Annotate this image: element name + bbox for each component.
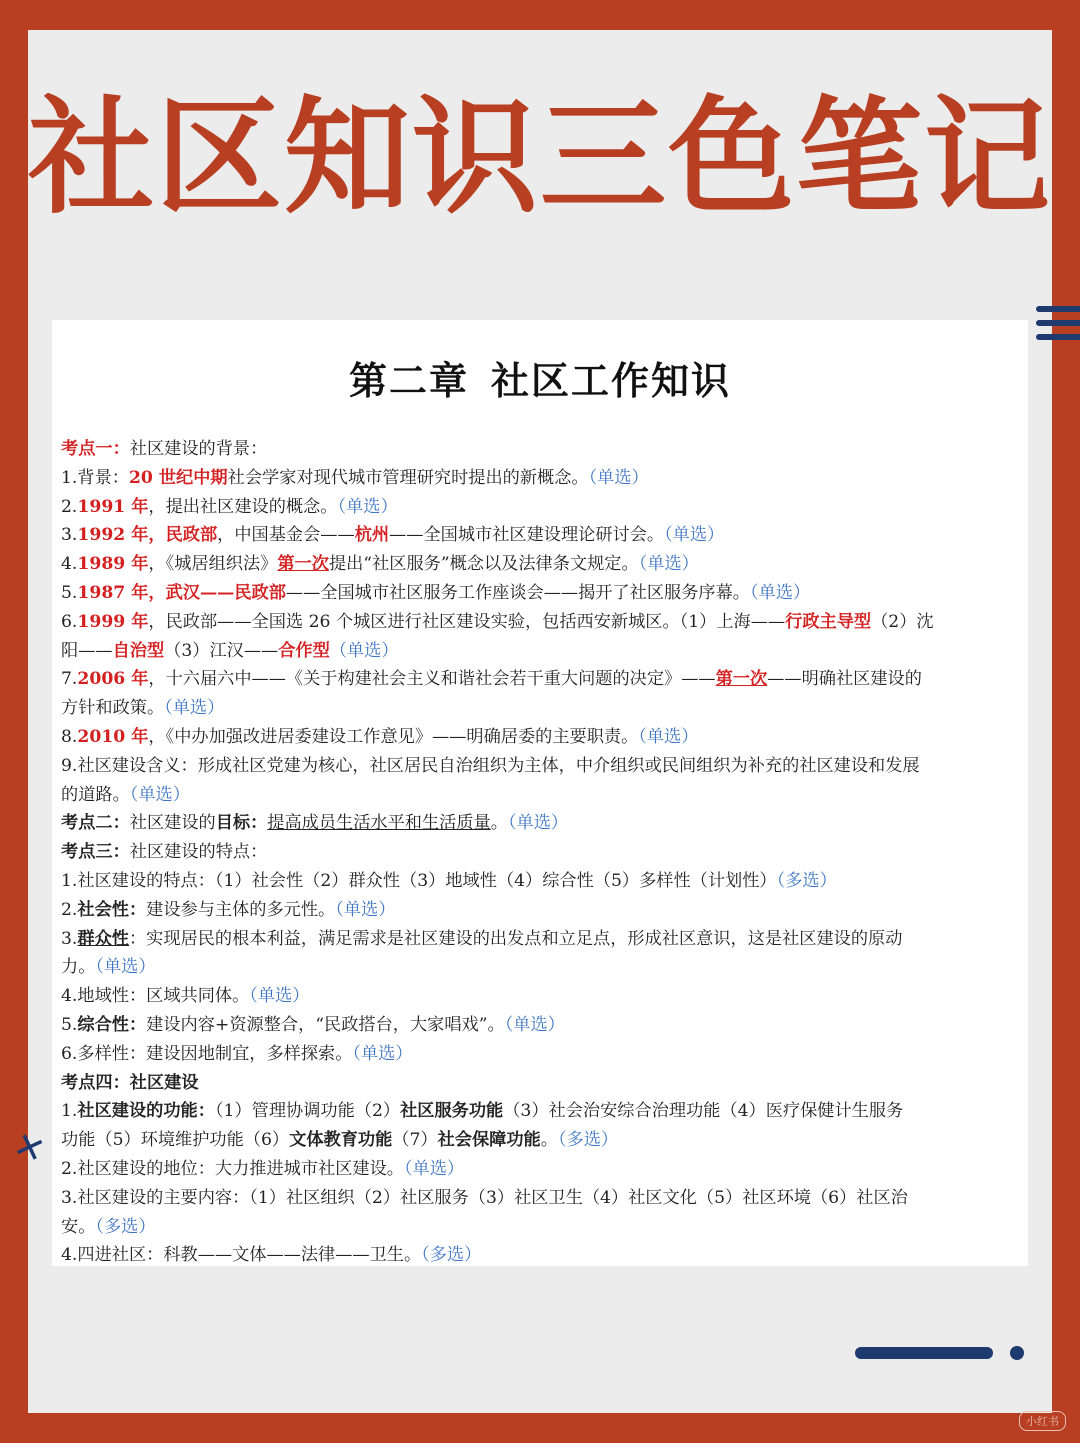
text: 安。 xyxy=(61,1216,96,1237)
question-type-tag: （单选） xyxy=(249,986,310,1007)
question-type-tag: （多选） xyxy=(557,1130,619,1151)
note-line xyxy=(52,665,1028,694)
bold-text: 目标： xyxy=(215,813,268,834)
text: 。 xyxy=(490,813,508,834)
text: 阳—— xyxy=(61,640,113,661)
highlight: 1992 年，民政部 xyxy=(77,525,218,546)
section-heading xyxy=(52,435,1028,464)
highlight-underlined: 第一次 xyxy=(715,669,768,690)
question-type-tag: （单选） xyxy=(638,726,699,747)
highlight: 杭州 xyxy=(354,525,390,546)
text: 3.社区建设的主要内容：（1）社区组织（2）社区服务（3）社区卫生（4）社区文化（5）社区环境（6）社区治 xyxy=(61,1187,908,1208)
text: （1）管理协调功能（2） xyxy=(214,1101,401,1122)
text: 5. xyxy=(61,582,78,603)
bold-text: 社区服务功能 xyxy=(400,1101,504,1122)
section-heading xyxy=(52,1069,1028,1098)
note-line xyxy=(52,1126,1028,1155)
text: ：实现居民的根本利益，满足需求是社区建设的出发点和立足点，形成社区意识，这是社区建设的原动 xyxy=(128,928,903,949)
note-line xyxy=(52,1011,1028,1040)
text: 6.多样性：建设因地制宜，多样探索。 xyxy=(61,1043,353,1064)
question-type-tag: （单选） xyxy=(588,467,649,488)
page-title: 社区知识三色笔记 xyxy=(28,84,1052,231)
note-line xyxy=(52,1184,1028,1213)
question-type-tag: （单选） xyxy=(95,957,156,978)
highlight: 1991 年 xyxy=(77,496,149,517)
note-line xyxy=(52,694,1028,723)
text: ，十六届六中——《关于构建社会主义和谐社会若干重大问题的决定》—— xyxy=(148,669,716,690)
text: ，中国基金会—— xyxy=(217,525,355,546)
question-type-tag: （单选） xyxy=(507,813,569,834)
text: 2. xyxy=(61,496,78,517)
text: 3. xyxy=(61,928,78,949)
menu-lines-icon xyxy=(1036,306,1080,348)
question-type-tag: （多选） xyxy=(95,1216,156,1237)
text: ，《中办加强改进居委建设工作意见》——明确居委的主要职责。 xyxy=(148,726,639,747)
note-line xyxy=(52,896,1028,925)
text: ，提出社区建设的概念。 xyxy=(148,496,338,517)
chapter-title xyxy=(52,350,1028,405)
question-type-tag: （单选） xyxy=(335,899,396,920)
text: 6. xyxy=(61,611,78,632)
bold-text: 综合性： xyxy=(77,1014,147,1035)
bold-text: 文体教育功能 xyxy=(289,1130,393,1151)
section-text: 社区建设的背景： xyxy=(129,439,268,459)
text: 4. xyxy=(61,554,78,575)
note-line xyxy=(52,1213,1028,1242)
note-line xyxy=(52,550,1028,579)
question-type-tag: （单选） xyxy=(664,525,725,546)
highlight: 2010 年 xyxy=(77,726,149,747)
section-label: 考点一： xyxy=(61,439,130,459)
highlight: 合作型 xyxy=(278,640,330,661)
text: 力。 xyxy=(61,957,96,978)
question-type-tag: （单选） xyxy=(329,640,399,661)
question-type-tag: （单选） xyxy=(129,784,190,805)
note-line xyxy=(52,1241,1028,1270)
note-line xyxy=(52,723,1028,752)
text: （3）江汉—— xyxy=(164,640,279,661)
underlined-text: 提高成员生活水平和生活质量 xyxy=(267,813,491,834)
text: ，民政部——全国选 26 个城区进行社区建设实验，包括西安新城区。（1）上海—— xyxy=(148,611,786,632)
note-line xyxy=(52,1040,1028,1069)
text: 功能（5）环境维护功能（6） xyxy=(61,1130,290,1151)
text: ——明确社区建设的 xyxy=(767,669,922,690)
section-text: 社区建设的特点： xyxy=(129,842,268,863)
note-line xyxy=(52,464,1028,493)
note-line xyxy=(52,867,1028,896)
note-line xyxy=(52,982,1028,1011)
watermark: 小红书 xyxy=(1019,1411,1066,1431)
note-line xyxy=(52,925,1028,954)
question-type-tag: （单选） xyxy=(504,1014,565,1035)
progress-bar-decoration xyxy=(855,1347,993,1359)
text: 1. xyxy=(61,1101,78,1122)
section-heading xyxy=(52,809,1028,838)
text: 1.背景： xyxy=(61,467,129,488)
bold-text: 社会性： xyxy=(77,899,147,920)
text: ，《城居组织法》 xyxy=(148,554,278,575)
dot-decoration xyxy=(1010,1346,1024,1360)
highlight: 自治型 xyxy=(112,640,165,661)
text: ——全国城市社区服务工作座谈会——揭开了社区服务序幕。 xyxy=(285,582,750,603)
note-line xyxy=(52,637,1028,666)
note-line xyxy=(52,608,1028,637)
chapter-name: 社区工作知识 xyxy=(491,358,732,403)
text: 1.社区建设的特点：（1）社会性（2）群众性（3）地域性（4）综合性（5）多样性（计划性） xyxy=(61,870,777,891)
question-type-tag: （单选） xyxy=(164,698,225,719)
text: 的道路。 xyxy=(61,784,130,805)
highlight: 1987 年，武汉——民政部 xyxy=(77,582,286,603)
note-line xyxy=(52,1155,1028,1184)
text: 5. xyxy=(61,1014,78,1035)
text: 建设参与主体的多元性。 xyxy=(146,899,336,920)
notes-card xyxy=(52,320,1028,1266)
text: 建设内容+资源整合，“民政搭台，大家唱戏”。 xyxy=(146,1014,505,1035)
text: 社区建设的 xyxy=(129,813,216,834)
highlight-underlined: 第一次 xyxy=(277,554,329,575)
text: （3）社会治安综合治理功能（4）医疗保健计生服务 xyxy=(503,1101,904,1122)
bold-underlined-text: 群众性 xyxy=(77,928,129,949)
note-line xyxy=(52,579,1028,608)
section-label: 考点四：社区建设 xyxy=(61,1072,199,1093)
chapter-number: 第二章 xyxy=(348,358,469,403)
text: （7） xyxy=(392,1130,438,1151)
question-type-tag: （单选） xyxy=(352,1043,413,1064)
highlight: 1989 年 xyxy=(77,554,149,575)
highlight: 2006 年 xyxy=(77,669,149,690)
note-line xyxy=(52,781,1028,810)
text: 8. xyxy=(61,726,78,747)
note-line xyxy=(52,752,1028,781)
question-type-tag: （单选） xyxy=(337,496,398,517)
text: 2.社区建设的地位：大力推进城市社区建设。 xyxy=(61,1158,404,1179)
text: 7. xyxy=(61,669,78,690)
highlight: 1999 年 xyxy=(77,611,149,632)
bold-text: 社区建设的功能： xyxy=(77,1101,215,1122)
text: 3. xyxy=(61,525,78,546)
text: 方针和政策。 xyxy=(61,698,165,719)
question-type-tag: （单选） xyxy=(750,582,811,603)
text: 2. xyxy=(61,899,78,920)
section-label: 考点二： xyxy=(61,813,130,834)
star-icon: ✕ xyxy=(7,1124,51,1173)
question-type-tag: （单选） xyxy=(638,554,699,575)
text: 。 xyxy=(540,1130,558,1151)
note-line xyxy=(52,521,1028,550)
question-type-tag: （多选） xyxy=(776,870,837,891)
highlight: 行政主导型 xyxy=(785,611,872,632)
question-type-tag: （多选） xyxy=(421,1245,482,1266)
text: 9.社区建设含义：形成社区党建为核心，社区居民自治组织为主体，中介组织或民间组织为补充的社区建设和发展 xyxy=(61,755,920,776)
question-type-tag: （单选） xyxy=(403,1158,465,1179)
bold-text: 社会保障功能 xyxy=(437,1130,541,1151)
text: （2）沈 xyxy=(871,611,934,632)
note-line xyxy=(52,953,1028,982)
text: 社会学家对现代城市管理研究时提出的新概念。 xyxy=(227,467,589,488)
text: 4.地域性：区域共同体。 xyxy=(61,986,250,1007)
section-heading xyxy=(52,838,1028,867)
highlight: 20 世纪中期 xyxy=(128,467,228,488)
text: 4.四进社区：科教——文体——法律——卫生。 xyxy=(61,1245,422,1266)
text: ——全国城市社区建设理论研讨会。 xyxy=(389,525,665,546)
text: 提出“社区服务”概念以及法律条文规定。 xyxy=(328,554,639,575)
note-line xyxy=(52,493,1028,522)
note-line xyxy=(52,1097,1028,1126)
section-label: 考点三： xyxy=(61,842,130,863)
